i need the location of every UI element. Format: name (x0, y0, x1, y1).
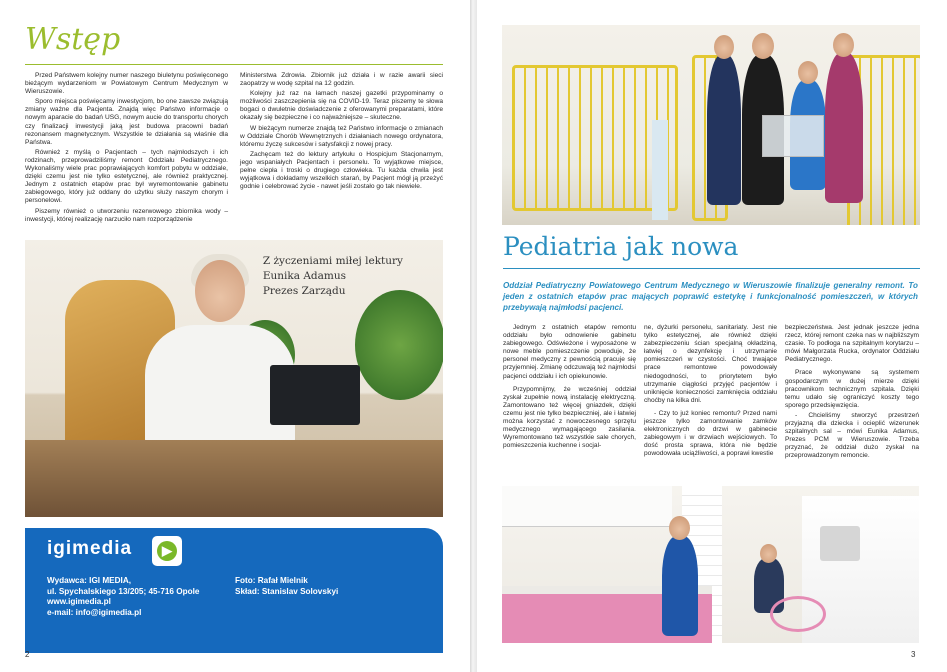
nurse-figure (707, 55, 741, 205)
head (833, 33, 854, 57)
paragraph: W bieżącym numerze znajdą też Państwo informacje o zmianach w Oddziale Chorób Wewnętrznych i działaniach nowego ordynatora, któremu życzę sukcesów i satysfakcji z nowej pracy. (240, 124, 443, 148)
head (798, 61, 818, 84)
title-rule (503, 268, 920, 269)
ward-photo (502, 25, 920, 225)
article-lead: Oddział Pediatryczny Powiatowego Centrum Medycznego w Wieruszowie finalizuje generalny remont. To jeden z ostatnich etapów prac mających poprawić estetykę i funkcjonalność pomieszczeń, w których przebywają najmłodsi pacjenci. (503, 281, 918, 312)
paragraph: Zachęcam też do lektury artykułu o Hospicjum Stacjonarnym, jego wspaniałych Pacjentach i personelu. To wyjątkowe miejsce, pełne ciepła i troski o drugiego człowieka. Tu każda chwila jest wyjątkowa i dokładamy wszelkich starań, by Pacjent mógł ją przeżyć godnie i celebrować życie - nawet jeśli zostało go tak niewiele. (240, 150, 443, 191)
paragraph: bezpieczeństwa. Jest jednak jeszcze jedna rzecz, której remont czeka nas w najbliższym czasie. To podłoga na szpitalnym korytarzu – mówi Małgorzata Rucka, ordynator Oddziału Pediatrycznego. (785, 324, 919, 364)
pink-chair (770, 596, 826, 632)
wall-cabinets (502, 486, 672, 527)
publisher-line: Wydawca: IGI MEDIA, (47, 576, 132, 585)
paragraph: Sporo miejsca poświęcamy inwestycjom, bo one zawsze związują zmiany ważne dla Pacjenta. Znajdą więc Państwo informacje o nowym aparacie do badań USG, nowym aucie do transportu chorych czy finalizacji inwestycji jaką jest budowa pracowni badań rezonansem magnetycznym. Wszystkie te działania są właśnie dla Państwa. (25, 98, 228, 146)
medical-equipment (820, 526, 860, 561)
publisher-website[interactable]: www.igimedia.pl (47, 597, 111, 607)
head (669, 516, 690, 540)
head (760, 544, 777, 563)
paragraph: Jednym z ostatnich etapów remontu oddziału było odnowienie gabinetu zabiegowego. Odświeżone i wyposażone w nowe meble pomieszczenie powoduje, że personel medyczny z pewnością pracuje się przyjemniej. Zmianę odczuwają też najmłodsi pacjenci oddziału i ich opiekunowie. (503, 324, 636, 380)
play-icon: ▶ (152, 536, 182, 566)
credit-line: Skład: Stanislav Solovskyi (235, 586, 339, 596)
page-number: 3 (911, 650, 916, 659)
page-number: 2 (25, 650, 30, 659)
treatment-room-photo (502, 486, 919, 643)
publisher-email[interactable]: e-mail: info@igimedia.pl (47, 607, 142, 617)
igimedia-logo: igimedia (47, 538, 133, 559)
head (714, 35, 734, 59)
paragraph: ne, dyżurki personelu, sanitariaty. Jest nie tylko estetycznej, ale również dzięki zabezpieczeniu ścian specjalną okładziną, łatwiej o dezynfekcję i utrzymanie pomieszczeń w czystości. Choć trwające prace remontowe powodowały niedogodności, to priorytetem było utrzymanie ciągłości przyjęć pacjentów i uniknięcie konieczności zamknięcia oddziału choćby na kilka dni. (644, 324, 777, 404)
paragraph: Przypomnijmy, że wcześniej oddział zyskał zupełnie nową instalację elektryczną. Zamontowano też więcej gniazdek, dzięki czemu jest nie tylko bezpieczniej, ale i łatwiej można korzystać z nowoczesnego sprzętu medycznego wymagającego zasilania. Wyremontowano też wszystkie sale chorych, pomieszczenia kuchenne i socjal- (503, 385, 636, 450)
article-column-2 (644, 324, 777, 461)
paragraph: Kolejny już raz na łamach naszej gazetki przypominamy o możliwości zaszczepienia się na COVID-19. Teraz piszemy te słowa bogaci o dwuletnie doświadczenie z oferowanymi preparatami, które okazały się bezpieczne i co najważniejsze – skuteczne. (240, 90, 443, 122)
paragraph: Prace wykonywane są systemem gospodarczym w dużej mierze dzięki pracownikom technicznym szpitala. Dzięki temu udało się ograniczyć koszty tego sporego przedsięwzięcia. (785, 369, 919, 409)
credit-line: Foto: Rafał Mielnik (235, 576, 308, 585)
caption-line: Eunika Adamus (262, 270, 347, 282)
paragraph: Piszemy również o utworzeniu rezerwowego zbiornika wody – inwestycji, której realizację narzuciło nam rozporządzenie (25, 207, 228, 223)
article-column-1 (503, 324, 636, 452)
caption-line: Z życzeniami miłej lektury (262, 255, 403, 267)
article-column-3 (785, 324, 919, 463)
article-title: Pediatria jak nowa (503, 232, 739, 261)
head (752, 33, 774, 59)
caption-line: Prezes Zarządu (262, 285, 346, 297)
height-chart (652, 120, 668, 220)
baby-incubator (762, 115, 824, 157)
paragraph: Również z myślą o Pacjentach – tych najmłodszych i ich rodzinach, przeprowadziliśmy remont Oddziału Pediatrycznego. Wykonaliśmy wiele prac poprawiających komfort pobytu w oddziale, dzięki czemu jest nie tylko estetycznej, ale również praktycznej. Jednym z ostatnich etapów prac był wyremontowanie gabinetu zabiegowego, który już oddany do użytku służy naszym chorym i personelowi. (25, 148, 228, 205)
nurse-figure (662, 536, 698, 636)
paragraph: Przed Państwem kolejny numer naszego biuletynu poświęconego bieżącym wydarzeniom w Powiatowym Centrum Medycznym w Wieruszowie. (25, 72, 228, 96)
page-title-wstep: Wstęp (25, 22, 121, 57)
paragraph: - Czy to już koniec remontu? Przed nami jeszcze tylko zamontowanie zamków elektronicznych do drzwi w gabinecie zabiegowym i w drzwiach wejściowych. To dość prosta sprawa, która nie będzie powodowała uciążliwości, a poprawi kwestie (644, 409, 777, 458)
paragraph: - Chcieliśmy stworzyć przestrzeń przyjazną dla dziecka i ocieplić wizerunek szpitalnych sal – mówi Eunika Adamus, Prezes PCM w Wieruszowie. Trzeba przyznać, że oddział dużo zyskał na przeprowadzonym remoncie. (785, 411, 919, 460)
doctor-figure (825, 53, 863, 203)
publisher-line: ul. Spychalskiego 13/205; 45-716 Opole (47, 586, 200, 596)
paragraph: Ministerstwa Zdrowia. Zbiornik już działa i w razie awarii sieci zaopatrzy w wodę szpital na 12 godzin. (240, 72, 443, 88)
